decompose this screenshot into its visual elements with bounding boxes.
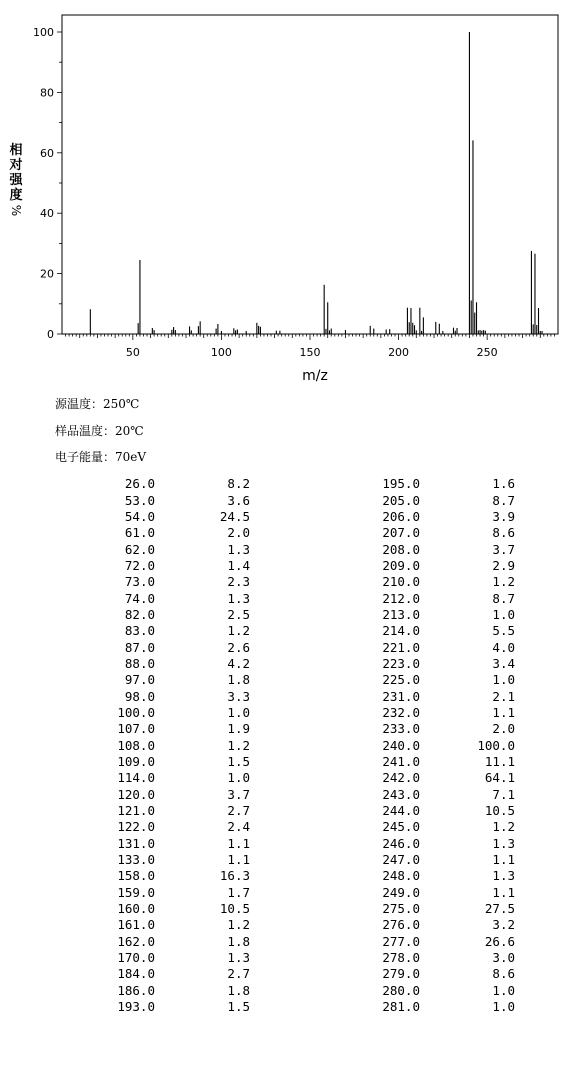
intensity-value: 1.2 <box>492 574 515 590</box>
mz-value: 193.0 <box>117 999 155 1015</box>
table-row <box>330 819 515 835</box>
table-row <box>330 639 515 655</box>
intensity-value: 2.0 <box>492 721 515 737</box>
table-row <box>330 999 515 1015</box>
intensity-value: 1.4 <box>227 557 250 573</box>
intensity-value: 64.1 <box>484 770 515 786</box>
table-row <box>65 541 250 557</box>
mz-value: 244.0 <box>382 803 420 819</box>
mz-value: 231.0 <box>382 688 420 704</box>
mz-value: 120.0 <box>117 786 155 802</box>
intensity-value: 2.4 <box>227 819 250 835</box>
mz-value: 131.0 <box>117 835 155 851</box>
mz-value: 161.0 <box>117 917 155 933</box>
mz-value: 74.0 <box>124 590 155 606</box>
mz-value: 245.0 <box>382 819 420 835</box>
intensity-value: 2.3 <box>227 574 250 590</box>
intensity-value: 4.2 <box>227 655 250 671</box>
peak-table-right <box>330 476 515 1015</box>
y-axis-label-text: 相 对 强 度 <box>9 143 23 203</box>
table-row <box>65 966 250 982</box>
table-row <box>65 492 250 508</box>
table-row <box>65 639 250 655</box>
mass-spectrum-chart <box>0 0 570 385</box>
mz-value: 207.0 <box>382 525 420 541</box>
intensity-value: 8.6 <box>492 966 515 982</box>
intensity-value: 1.5 <box>227 754 250 770</box>
chart-bars <box>90 32 542 334</box>
intensity-value: 1.0 <box>227 770 250 786</box>
intensity-value: 1.3 <box>227 590 250 606</box>
mz-value: 243.0 <box>382 786 420 802</box>
table-row <box>330 656 515 672</box>
mz-value: 61.0 <box>124 525 155 541</box>
mz-value: 108.0 <box>117 737 155 753</box>
table-row <box>330 558 515 574</box>
table-row <box>330 738 515 754</box>
intensity-value: 4.0 <box>492 639 515 655</box>
table-row <box>65 999 250 1015</box>
table-row <box>65 623 250 639</box>
mz-value: 281.0 <box>382 999 420 1015</box>
intensity-value: 2.1 <box>492 688 515 704</box>
table-row <box>65 836 250 852</box>
intensity-value: 8.7 <box>492 590 515 606</box>
intensity-value: 1.0 <box>492 672 515 688</box>
intensity-value: 8.6 <box>492 525 515 541</box>
mz-value: 158.0 <box>117 868 155 884</box>
intensity-value: 1.8 <box>227 982 250 998</box>
sample-temperature: 样品温度：20℃ <box>55 424 144 438</box>
table-row <box>65 819 250 835</box>
table-row <box>330 590 515 606</box>
table-row <box>65 852 250 868</box>
mz-value: 208.0 <box>382 541 420 557</box>
intensity-value: 1.0 <box>492 606 515 622</box>
table-row <box>65 983 250 999</box>
intensity-value: 1.5 <box>227 999 250 1015</box>
intensity-value: 1.2 <box>227 917 250 933</box>
table-row <box>65 868 250 884</box>
x-tick-label: 100 <box>210 346 232 359</box>
table-row <box>65 558 250 574</box>
intensity-value: 1.3 <box>492 835 515 851</box>
intensity-value: 1.0 <box>227 704 250 720</box>
table-row <box>330 983 515 999</box>
table-row <box>330 803 515 819</box>
mz-value: 276.0 <box>382 917 420 933</box>
table-row <box>65 574 250 590</box>
intensity-value: 1.1 <box>227 835 250 851</box>
table-row <box>330 721 515 737</box>
mz-value: 186.0 <box>117 982 155 998</box>
mz-value: 278.0 <box>382 950 420 966</box>
intensity-value: 1.1 <box>492 704 515 720</box>
mz-value: 277.0 <box>382 933 420 949</box>
table-row <box>330 787 515 803</box>
intensity-value: 27.5 <box>484 901 515 917</box>
mz-value: 133.0 <box>117 852 155 868</box>
mz-value: 241.0 <box>382 754 420 770</box>
table-row <box>65 525 250 541</box>
mz-value: 223.0 <box>382 655 420 671</box>
mz-value: 62.0 <box>124 541 155 557</box>
mz-value: 242.0 <box>382 770 420 786</box>
mz-value: 240.0 <box>382 737 420 753</box>
table-row <box>65 476 250 492</box>
chart-axes <box>62 15 558 334</box>
table-row <box>65 885 250 901</box>
intensity-value: 1.6 <box>492 476 515 492</box>
mz-value: 88.0 <box>124 655 155 671</box>
mz-value: 73.0 <box>124 574 155 590</box>
table-row <box>65 607 250 623</box>
intensity-value: 2.0 <box>227 525 250 541</box>
mz-value: 214.0 <box>382 623 420 639</box>
x-tick-label: 150 <box>299 346 321 359</box>
intensity-value: 26.6 <box>484 933 515 949</box>
intensity-value: 3.7 <box>492 541 515 557</box>
table-row <box>330 705 515 721</box>
mz-value: 72.0 <box>124 557 155 573</box>
mz-value: 98.0 <box>124 688 155 704</box>
mz-value: 160.0 <box>117 901 155 917</box>
table-row <box>330 541 515 557</box>
table-row <box>65 721 250 737</box>
intensity-value: 1.2 <box>227 737 250 753</box>
electron-energy: 电子能量：70eV <box>55 450 147 464</box>
y-tick-label: 80 <box>40 86 54 100</box>
mz-value: 221.0 <box>382 639 420 655</box>
intensity-value: 1.3 <box>227 950 250 966</box>
mz-value: 232.0 <box>382 704 420 720</box>
intensity-value: 2.5 <box>227 606 250 622</box>
x-tick-label: 200 <box>388 346 410 359</box>
intensity-value: 1.8 <box>227 672 250 688</box>
intensity-value: 1.2 <box>227 623 250 639</box>
intensity-value: 1.8 <box>227 933 250 949</box>
mz-value: 205.0 <box>382 492 420 508</box>
table-row <box>330 966 515 982</box>
mz-value: 107.0 <box>117 721 155 737</box>
table-row <box>65 705 250 721</box>
table-row <box>330 688 515 704</box>
table-row <box>330 836 515 852</box>
y-tick-label: 20 <box>40 267 54 281</box>
table-row <box>330 476 515 492</box>
mz-value: 162.0 <box>117 933 155 949</box>
mz-value: 212.0 <box>382 590 420 606</box>
mz-value: 209.0 <box>382 557 420 573</box>
x-tick-label: 50 <box>125 346 140 359</box>
table-row <box>65 901 250 917</box>
intensity-value: 1.0 <box>492 982 515 998</box>
mz-value: 184.0 <box>117 966 155 982</box>
intensity-value: 3.0 <box>492 950 515 966</box>
table-row <box>65 754 250 770</box>
mz-value: 82.0 <box>124 606 155 622</box>
table-row <box>330 901 515 917</box>
mz-value: 114.0 <box>117 770 155 786</box>
intensity-value: 1.3 <box>227 541 250 557</box>
mz-value: 109.0 <box>117 754 155 770</box>
y-tick-label: 100 <box>33 26 54 39</box>
mz-value: 225.0 <box>382 672 420 688</box>
mz-value: 206.0 <box>382 508 420 524</box>
table-row <box>330 623 515 639</box>
intensity-value: 3.9 <box>492 508 515 524</box>
source-temperature: 源温度：250℃ <box>55 397 140 411</box>
table-row <box>65 656 250 672</box>
intensity-value: 2.6 <box>227 639 250 655</box>
mz-value: 248.0 <box>382 868 420 884</box>
x-tick-label: 250 <box>476 346 498 359</box>
table-row <box>65 934 250 950</box>
intensity-value: 3.7 <box>227 786 250 802</box>
y-axis-label <box>8 143 24 218</box>
intensity-value: 1.7 <box>227 884 250 900</box>
intensity-value: 1.0 <box>492 999 515 1015</box>
intensity-value: 8.2 <box>227 476 250 492</box>
table-row <box>65 770 250 786</box>
mz-value: 83.0 <box>124 623 155 639</box>
y-tick-label: 0 <box>47 328 54 341</box>
mz-value: 26.0 <box>124 476 155 492</box>
table-row <box>330 917 515 933</box>
table-row <box>330 672 515 688</box>
table-row <box>65 590 250 606</box>
table-row <box>330 885 515 901</box>
mz-value: 87.0 <box>124 639 155 655</box>
x-axis-label: m/z <box>302 368 328 384</box>
intensity-value: 3.4 <box>492 655 515 671</box>
mz-value: 159.0 <box>117 884 155 900</box>
mz-value: 233.0 <box>382 721 420 737</box>
mz-value: 170.0 <box>117 950 155 966</box>
table-row <box>330 607 515 623</box>
mz-value: 247.0 <box>382 852 420 868</box>
intensity-value: 16.3 <box>219 868 250 884</box>
intensity-value: 2.7 <box>227 966 250 982</box>
mz-value: 122.0 <box>117 819 155 835</box>
intensity-value: 24.5 <box>219 508 250 524</box>
mz-value: 121.0 <box>117 803 155 819</box>
intensity-value: 1.3 <box>492 868 515 884</box>
table-row <box>65 509 250 525</box>
table-row <box>65 787 250 803</box>
intensity-value: 1.1 <box>227 852 250 868</box>
intensity-value: 2.7 <box>227 803 250 819</box>
intensity-value: 100.0 <box>477 737 515 753</box>
y-tick-label: 40 <box>40 207 54 221</box>
mz-value: 53.0 <box>124 492 155 508</box>
table-row <box>65 672 250 688</box>
table-row <box>330 934 515 950</box>
table-row <box>65 803 250 819</box>
intensity-value: 3.6 <box>227 492 250 508</box>
table-row <box>330 492 515 508</box>
intensity-value: 7.1 <box>492 786 515 802</box>
table-row <box>330 950 515 966</box>
table-row <box>65 688 250 704</box>
intensity-value: 11.1 <box>484 754 515 770</box>
mz-value: 246.0 <box>382 835 420 851</box>
peak-table-left <box>65 476 250 1015</box>
mz-value: 213.0 <box>382 606 420 622</box>
table-row <box>65 917 250 933</box>
table-row <box>330 770 515 786</box>
mz-value: 210.0 <box>382 574 420 590</box>
table-row <box>330 525 515 541</box>
mz-value: 54.0 <box>124 508 155 524</box>
table-row <box>330 754 515 770</box>
table-row <box>330 509 515 525</box>
intensity-value: 1.1 <box>492 884 515 900</box>
intensity-value: 10.5 <box>484 803 515 819</box>
y-tick-label: 60 <box>40 146 54 160</box>
table-row <box>330 852 515 868</box>
y-axis-unit: % <box>9 204 24 217</box>
intensity-value: 5.5 <box>492 623 515 639</box>
table-row <box>65 950 250 966</box>
intensity-value: 1.9 <box>227 721 250 737</box>
intensity-value: 3.2 <box>492 917 515 933</box>
mz-value: 275.0 <box>382 901 420 917</box>
plot-frame <box>62 15 558 334</box>
intensity-value: 1.2 <box>492 819 515 835</box>
mz-value: 100.0 <box>117 704 155 720</box>
mz-value: 280.0 <box>382 982 420 998</box>
mz-value: 195.0 <box>382 476 420 492</box>
table-row <box>330 868 515 884</box>
table-row <box>330 574 515 590</box>
mz-value: 249.0 <box>382 884 420 900</box>
intensity-value: 1.1 <box>492 852 515 868</box>
intensity-value: 10.5 <box>219 901 250 917</box>
mz-value: 279.0 <box>382 966 420 982</box>
intensity-value: 3.3 <box>227 688 250 704</box>
table-row <box>65 738 250 754</box>
intensity-value: 2.9 <box>492 557 515 573</box>
mz-value: 97.0 <box>124 672 155 688</box>
intensity-value: 8.7 <box>492 492 515 508</box>
